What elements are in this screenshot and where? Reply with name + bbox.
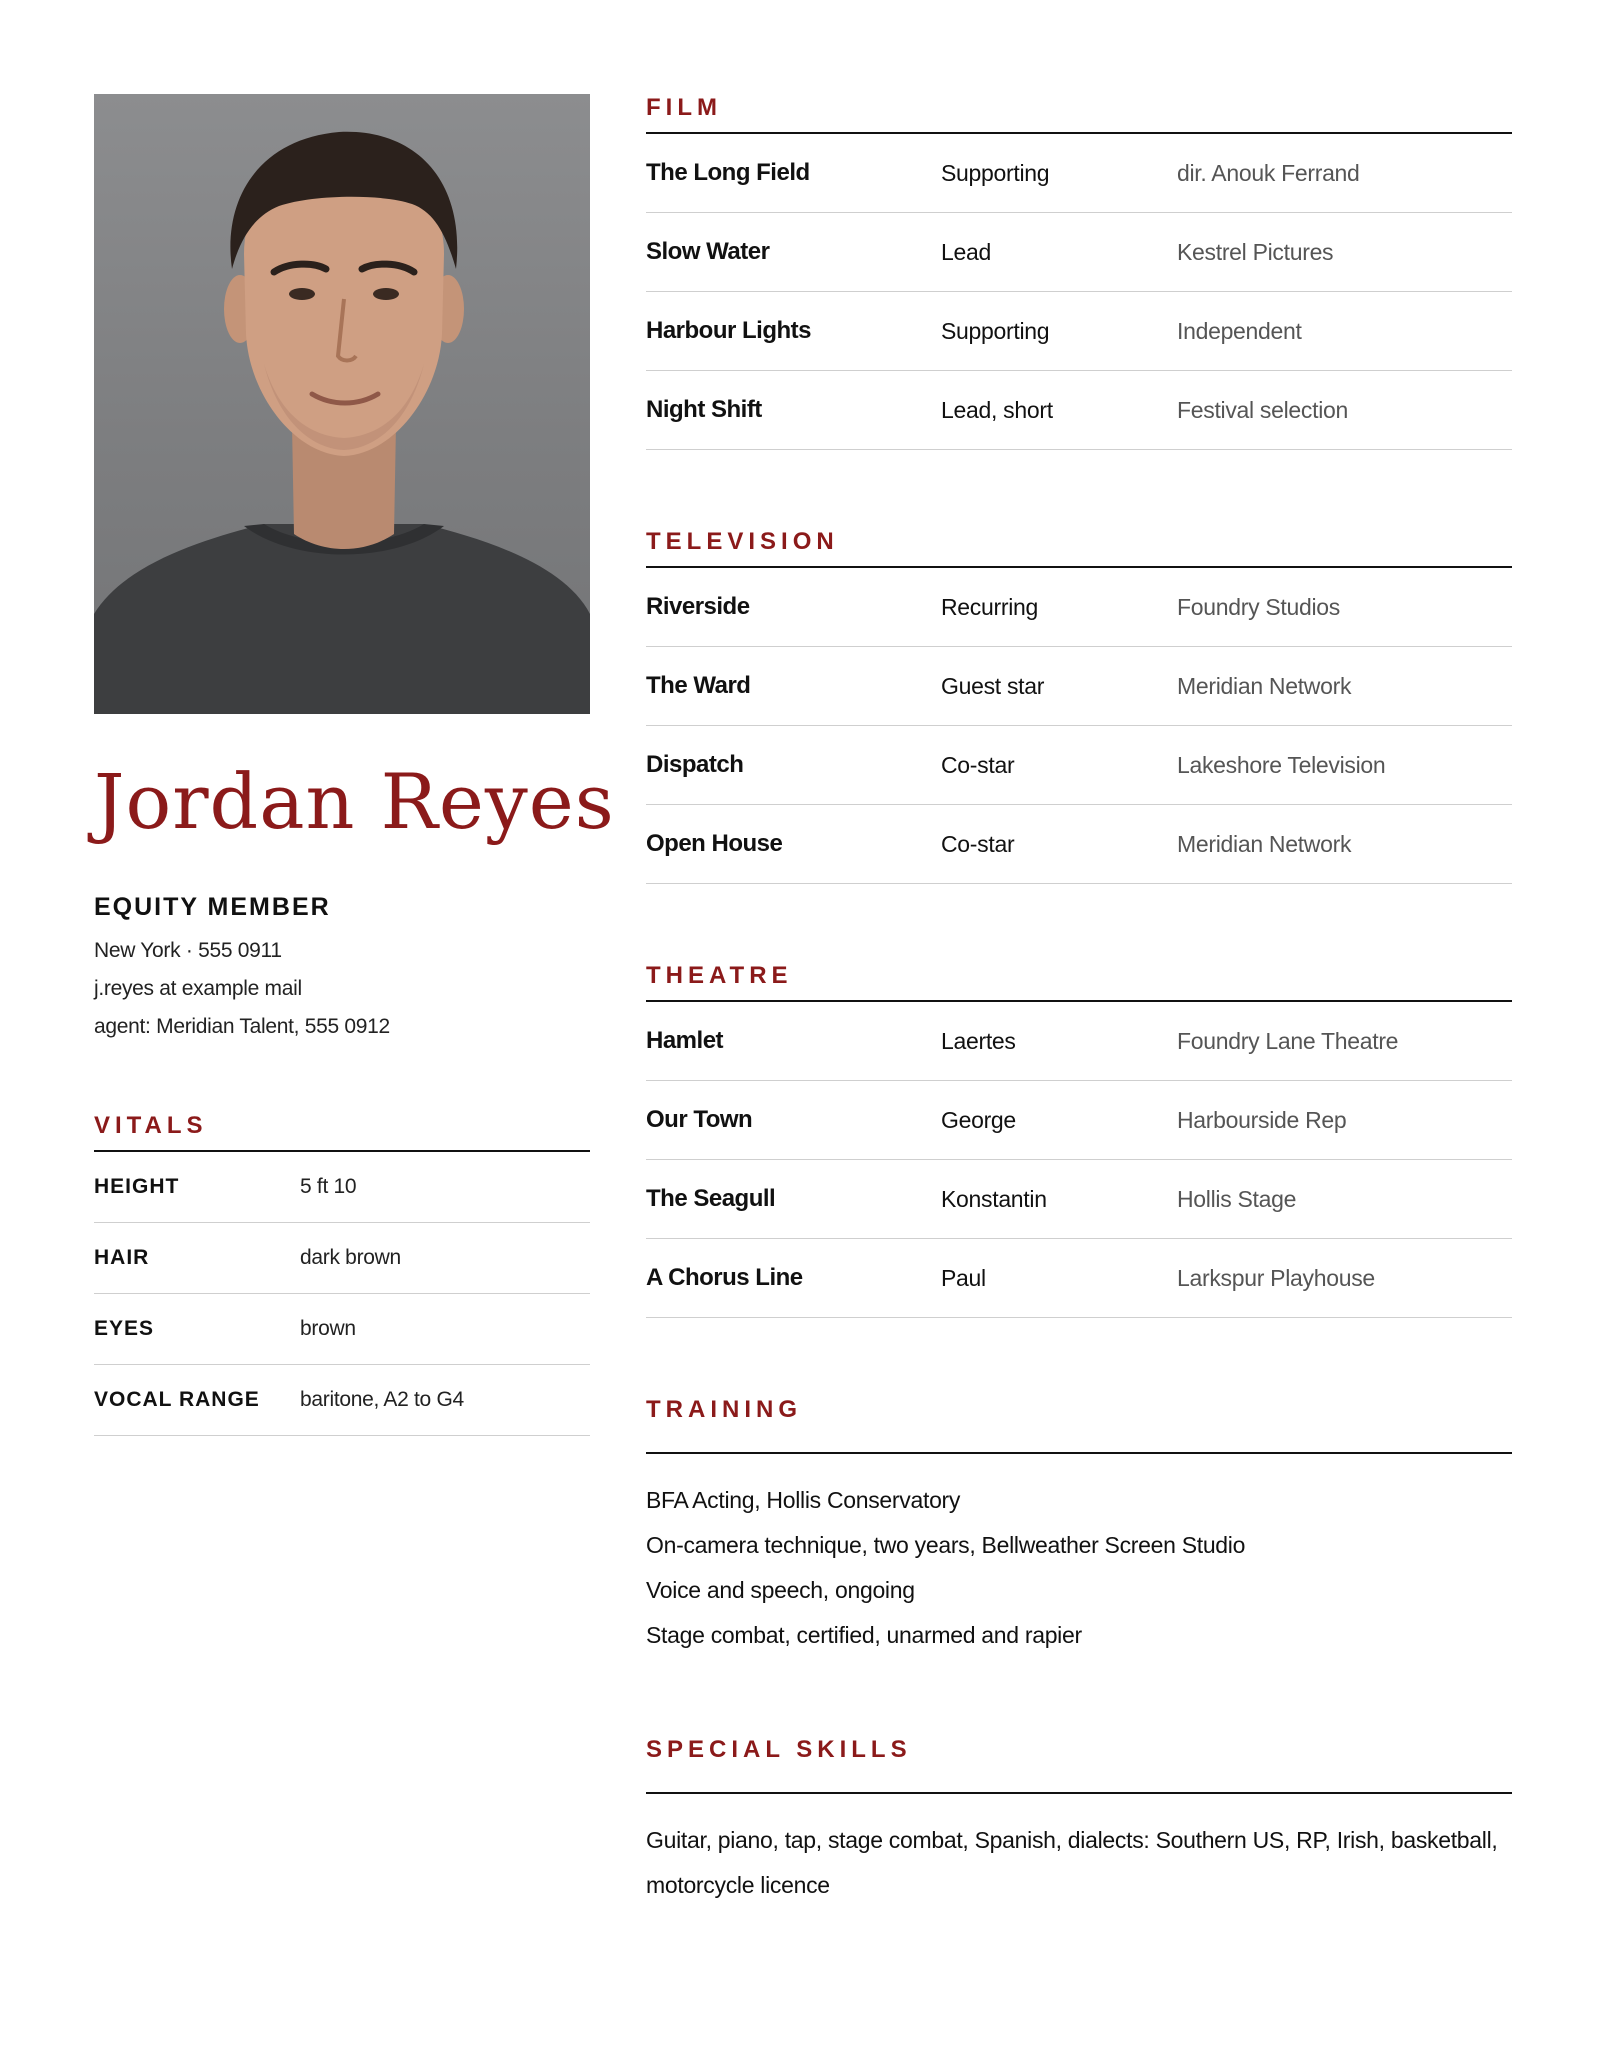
- credit-row: [646, 1002, 1512, 1081]
- credit-title: Hamlet: [646, 1027, 724, 1054]
- credit-title: Night Shift: [646, 396, 762, 423]
- credit-row: [646, 726, 1512, 805]
- credit-role: George: [941, 1106, 1016, 1133]
- credit-row: [646, 805, 1512, 884]
- vital-label: VOCAL RANGE: [94, 1388, 260, 1411]
- credit-company: Lakeshore Television: [1177, 751, 1386, 778]
- vital-label: EYES: [94, 1317, 155, 1340]
- training-item: On-camera technique, two years, Bellweather Screen Studio: [646, 1532, 1246, 1558]
- vital-row: [94, 1152, 590, 1223]
- portrait-illustration: [94, 94, 590, 714]
- credit-row: [646, 1160, 1512, 1239]
- credit-title: Slow Water: [646, 238, 770, 265]
- television-heading: TELEVISION: [646, 528, 1512, 568]
- contact-location-phone: New York · 555 0911: [94, 939, 282, 962]
- training-item: BFA Acting, Hollis Conservatory: [646, 1487, 961, 1513]
- credit-title: Dispatch: [646, 751, 744, 778]
- credit-role: Laertes: [941, 1027, 1016, 1054]
- theatre-section: [646, 962, 1512, 1318]
- vital-value: dark brown: [300, 1246, 401, 1269]
- film-heading: FILM: [646, 94, 1512, 134]
- special-skills-section: [646, 1736, 1512, 1908]
- training-heading: TRAINING: [646, 1396, 1512, 1454]
- credit-row: [646, 213, 1512, 292]
- contact-email: j.reyes at example mail: [94, 977, 302, 1000]
- credit-title: Open House: [646, 830, 783, 857]
- vital-row: [94, 1294, 590, 1365]
- credit-row: [646, 647, 1512, 726]
- credit-title: Our Town: [646, 1106, 753, 1133]
- actor-name: Jordan Reyes: [94, 757, 615, 846]
- credit-company: Hollis Stage: [1177, 1185, 1297, 1212]
- film-section: [646, 94, 1512, 450]
- vitals-heading: VITALS: [94, 1112, 590, 1152]
- vital-label: HEIGHT: [94, 1175, 180, 1198]
- credit-role: Supporting: [941, 317, 1050, 344]
- vital-value: baritone, A2 to G4: [300, 1388, 464, 1411]
- credit-role: Co-star: [941, 751, 1015, 778]
- contact-info: [94, 932, 590, 1046]
- contact-agent: agent: Meridian Talent, 555 0912: [94, 1015, 390, 1038]
- credit-title: The Long Field: [646, 159, 810, 186]
- vitals-section: [94, 1112, 590, 1436]
- vital-value: brown: [300, 1317, 356, 1340]
- credit-row: [646, 134, 1512, 213]
- credit-company: Foundry Studios: [1177, 593, 1340, 620]
- credit-company: Foundry Lane Theatre: [1177, 1027, 1399, 1054]
- credit-role: Co-star: [941, 830, 1015, 857]
- special-skills-text: Guitar, piano, tap, stage combat, Spanish, dialects: Southern US, RP, Irish, basketball, motorcycle licence: [646, 1827, 1498, 1898]
- credit-title: A Chorus Line: [646, 1264, 803, 1291]
- credit-row: [646, 1081, 1512, 1160]
- credit-company: Meridian Network: [1177, 830, 1352, 857]
- special-skills-heading: SPECIAL SKILLS: [646, 1736, 1512, 1794]
- television-section: [646, 528, 1512, 884]
- credit-role: Lead, short: [941, 396, 1053, 423]
- credit-title: Harbour Lights: [646, 317, 811, 344]
- credit-row: [646, 292, 1512, 371]
- credits-column: [646, 94, 1512, 1908]
- credit-role: Recurring: [941, 593, 1039, 620]
- vital-label: HAIR: [94, 1246, 150, 1269]
- credit-company: Larkspur Playhouse: [1177, 1264, 1375, 1291]
- credit-company: Independent: [1177, 317, 1302, 344]
- credit-row: [646, 568, 1512, 647]
- vital-row: [94, 1223, 590, 1294]
- training-section: [646, 1396, 1512, 1658]
- sidebar: [94, 94, 615, 1436]
- credit-role: Guest star: [941, 672, 1045, 699]
- theatre-heading: THEATRE: [646, 962, 1512, 1002]
- training-list: [646, 1478, 1512, 1658]
- credit-company: Harbourside Rep: [1177, 1106, 1347, 1133]
- credit-company: Meridian Network: [1177, 672, 1352, 699]
- credit-role: Supporting: [941, 159, 1050, 186]
- credit-company: dir. Anouk Ferrand: [1177, 159, 1360, 186]
- credit-role: Konstantin: [941, 1185, 1047, 1212]
- training-item: Stage combat, certified, unarmed and rapier: [646, 1622, 1082, 1648]
- credit-row: [646, 1239, 1512, 1318]
- credit-role: Lead: [941, 238, 991, 265]
- credit-title: Riverside: [646, 593, 750, 620]
- credit-company: Kestrel Pictures: [1177, 238, 1334, 265]
- credit-role: Paul: [941, 1264, 986, 1291]
- vital-value: 5 ft 10: [300, 1175, 357, 1198]
- credit-company: Festival selection: [1177, 396, 1349, 423]
- credit-title: The Seagull: [646, 1185, 776, 1212]
- credit-title: The Ward: [646, 672, 751, 699]
- headshot-photo: [94, 94, 590, 714]
- vital-row: [94, 1365, 590, 1436]
- union-status: EQUITY MEMBER: [94, 893, 331, 921]
- credit-row: [646, 371, 1512, 450]
- training-item: Voice and speech, ongoing: [646, 1577, 915, 1603]
